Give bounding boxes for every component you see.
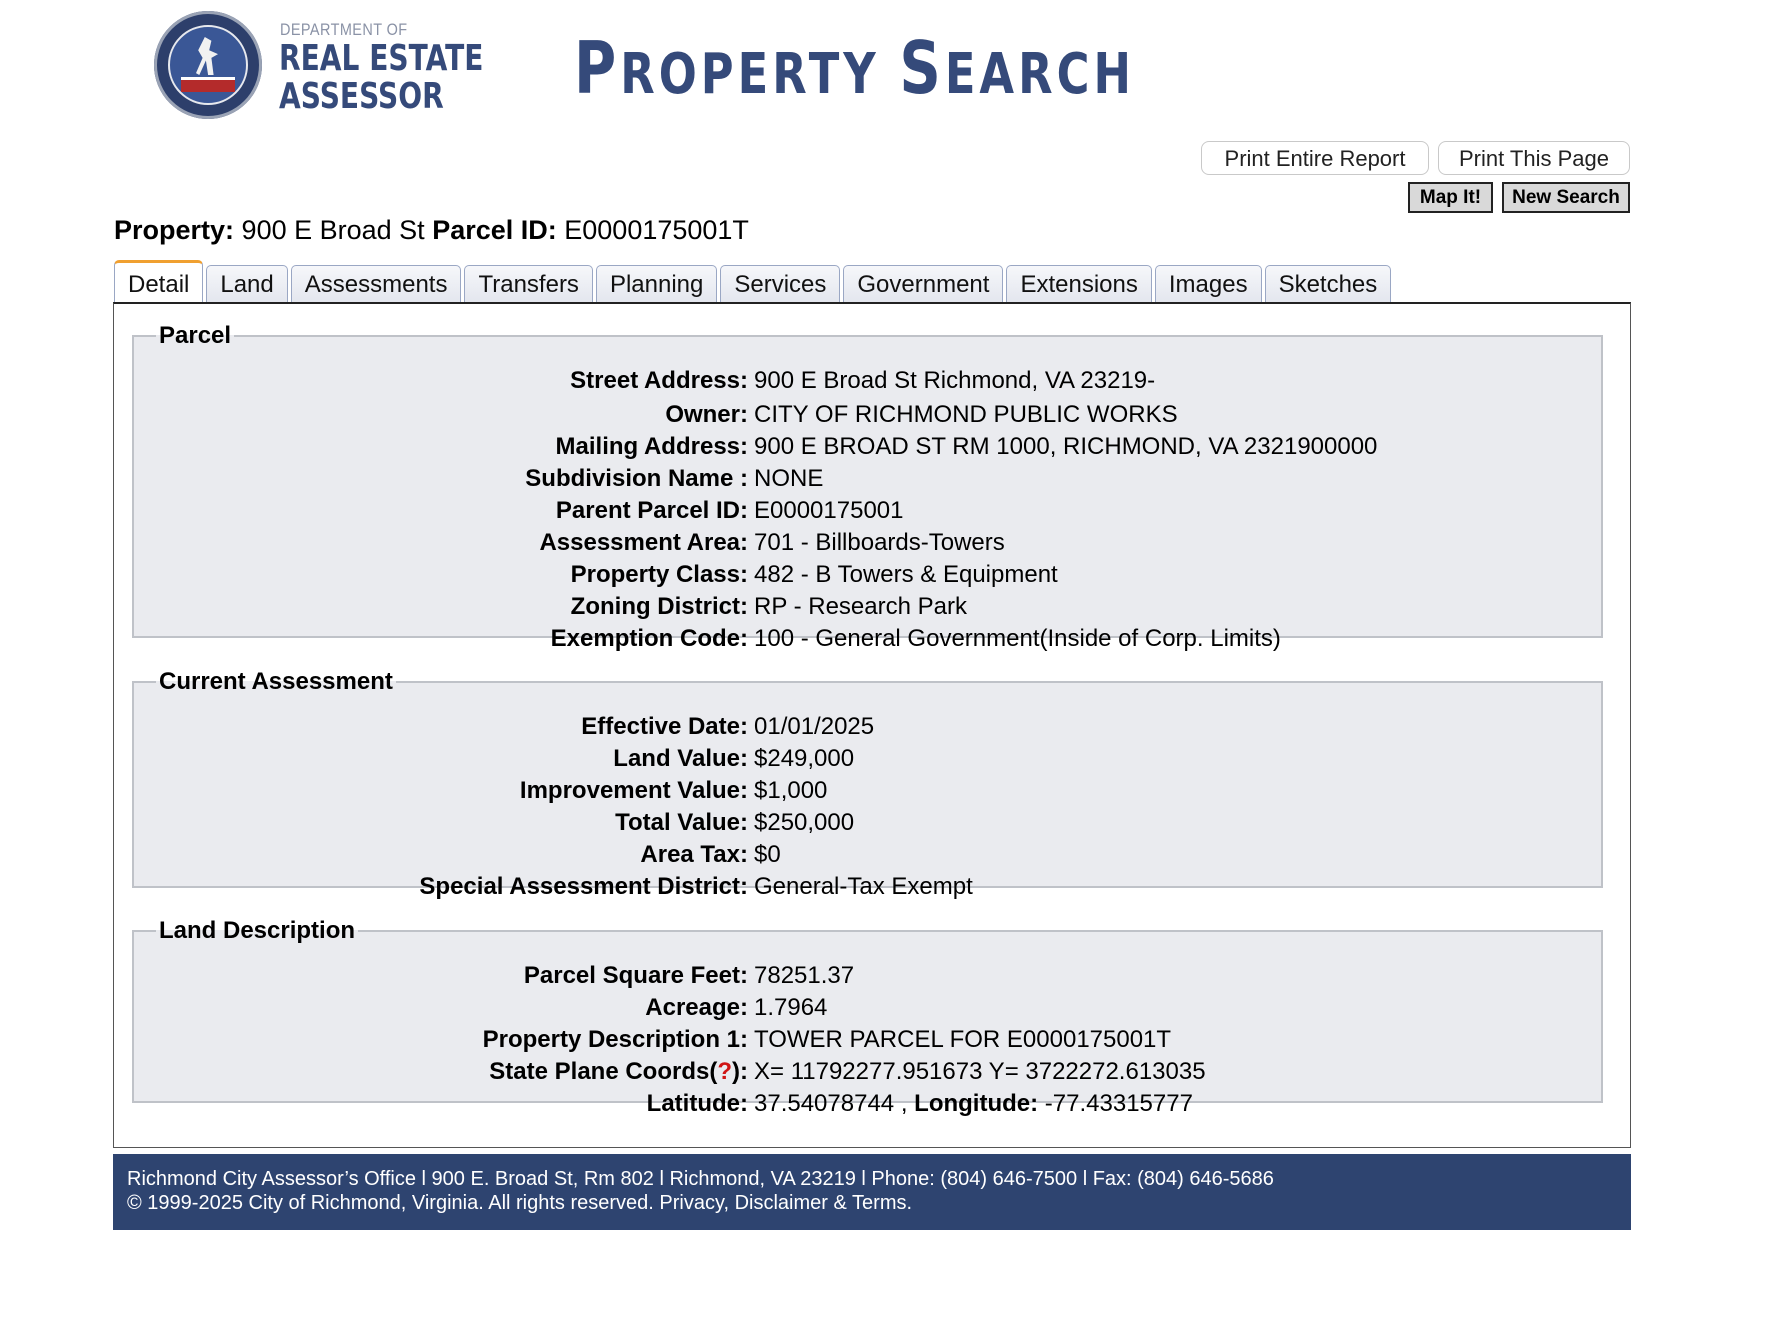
tab-government[interactable]: Government	[843, 265, 1003, 303]
field-label: Special Assessment District:	[419, 873, 748, 900]
field-label: Acreage:	[645, 994, 748, 1021]
field-label: Area Tax:	[640, 841, 748, 868]
tab-planning[interactable]: Planning	[596, 265, 717, 303]
detail-row	[134, 366, 1601, 396]
field-value: CITY OF RICHMOND PUBLIC WORKS	[754, 401, 1178, 428]
help-icon[interactable]: ?	[717, 1058, 733, 1085]
field-value: $250,000	[754, 809, 855, 836]
page-title: PROPERTY SEARCH	[574, 26, 1135, 110]
footer-contact: Richmond City Assessor’s Office l 900 E. Broad St, Rm 802 l Richmond, VA 23219 l Phone: (804) 646-7500 l Fax: (804) 646-5686	[127, 1168, 1274, 1190]
detail-row	[134, 1089, 1601, 1119]
detail-row	[134, 961, 1601, 991]
longitude-value: -77.43315777	[1044, 1090, 1193, 1117]
section-title: Current Assessment	[159, 668, 393, 695]
tab-extensions[interactable]: Extensions	[1006, 265, 1151, 303]
field-label: Parcel Square Feet:	[523, 962, 748, 989]
field-label: Exemption Code:	[550, 625, 748, 652]
field-label: State Plane Coords(?):	[489, 1058, 748, 1085]
detail-row	[134, 560, 1601, 590]
tab-images[interactable]: Images	[1155, 265, 1262, 303]
field-value: 900 E Broad St Richmond, VA 23219-	[754, 367, 1156, 394]
tab-detail[interactable]: Detail	[114, 260, 203, 304]
field-value: RP - Research Park	[754, 593, 967, 620]
section-title: Land Description	[159, 917, 356, 944]
detail-row	[134, 808, 1601, 838]
tab-assessments[interactable]: Assessments	[291, 265, 462, 303]
field-value: $1,000	[754, 777, 828, 804]
parcel-section	[132, 322, 1603, 652]
field-value: 100 - General Government(Inside of Corp. Limits)	[754, 625, 1281, 652]
detail-row	[134, 1025, 1601, 1055]
field-value: 482 - B Towers & Equipment	[754, 561, 1058, 588]
tab-bar	[114, 257, 1394, 303]
detail-row	[134, 712, 1601, 742]
field-value: $249,000	[754, 745, 855, 772]
print-entire-report-button[interactable]: Print Entire Report	[1201, 141, 1429, 175]
detail-row	[134, 624, 1601, 654]
detail-row	[134, 993, 1601, 1023]
field-value: 900 E BROAD ST RM 1000, RICHMOND, VA 2321900000	[754, 433, 1378, 460]
detail-row	[134, 744, 1601, 774]
field-value: TOWER PARCEL FOR E0000175001T	[754, 1026, 1172, 1053]
city-seal-icon	[154, 11, 262, 119]
detail-row	[134, 872, 1601, 902]
field-value: E0000175001	[754, 497, 904, 524]
field-value: 1.7964	[754, 994, 828, 1021]
field-label: Land Value:	[613, 745, 748, 772]
detail-row	[134, 592, 1601, 622]
detail-row	[134, 776, 1601, 806]
field-label: Effective Date:	[581, 713, 748, 740]
field-label: Improvement Value:	[519, 777, 748, 804]
field-label: Property Description 1:	[482, 1026, 748, 1053]
dept-subtitle: DEPARTMENT OF	[280, 20, 408, 39]
dept-name-line2: ASSESSOR	[279, 76, 444, 117]
field-value: General-Tax Exempt	[754, 873, 973, 900]
property-label: Property:	[114, 215, 235, 245]
tab-land[interactable]: Land	[206, 265, 287, 303]
detail-row	[134, 496, 1601, 526]
field-label: Street Address:	[570, 367, 748, 394]
new-search-button[interactable]: New Search	[1502, 182, 1630, 213]
field-label: Subdivision Name :	[525, 465, 748, 492]
land-description-section	[132, 917, 1603, 1117]
field-value: 01/01/2025	[754, 713, 875, 740]
field-label: Parent Parcel ID:	[555, 497, 748, 524]
longitude-label: Longitude:	[914, 1090, 1039, 1117]
detail-row	[134, 528, 1601, 558]
field-value: 701 - Billboards-Towers	[754, 529, 1005, 556]
property-summary	[114, 215, 749, 246]
latitude-value: 37.54078744 ,	[754, 1090, 908, 1117]
tab-transfers[interactable]: Transfers	[464, 265, 592, 303]
dept-name-line1: REAL ESTATE	[279, 38, 484, 79]
section-title: Parcel	[159, 322, 232, 349]
footer-copyright: © 1999-2025 City of Richmond, Virginia. All rights reserved. Privacy, Disclaimer & Terms.	[127, 1192, 913, 1214]
field-label: Total Value:	[615, 809, 748, 836]
detail-row	[134, 400, 1601, 430]
field-value	[754, 1089, 1193, 1119]
tab-sketches[interactable]: Sketches	[1265, 265, 1392, 303]
property-address: 900 E Broad St	[241, 215, 425, 245]
print-this-page-button[interactable]: Print This Page	[1438, 141, 1630, 175]
field-label: Zoning District:	[570, 593, 748, 620]
map-it-button[interactable]: Map It!	[1408, 182, 1493, 213]
parcel-id-label: Parcel ID:	[432, 215, 557, 245]
field-label: Latitude:	[646, 1090, 748, 1117]
detail-row	[134, 840, 1601, 870]
tab-services[interactable]: Services	[720, 265, 840, 303]
parcel-id-value: E0000175001T	[564, 215, 749, 245]
current-assessment-section	[132, 668, 1603, 900]
field-label: Assessment Area:	[539, 529, 748, 556]
detail-row	[134, 432, 1601, 462]
field-value: NONE	[754, 465, 824, 492]
field-label: Property Class:	[570, 561, 748, 588]
detail-row	[134, 1057, 1601, 1087]
detail-row	[134, 464, 1601, 494]
field-value: $0	[754, 841, 781, 868]
detail-panel	[113, 302, 1631, 1148]
field-label: Owner:	[665, 401, 748, 428]
field-value: 78251.37	[754, 962, 855, 989]
field-value: X= 11792277.951673 Y= 3722272.613035	[754, 1058, 1206, 1085]
field-label: Mailing Address:	[555, 433, 748, 460]
footer	[113, 1154, 1631, 1230]
